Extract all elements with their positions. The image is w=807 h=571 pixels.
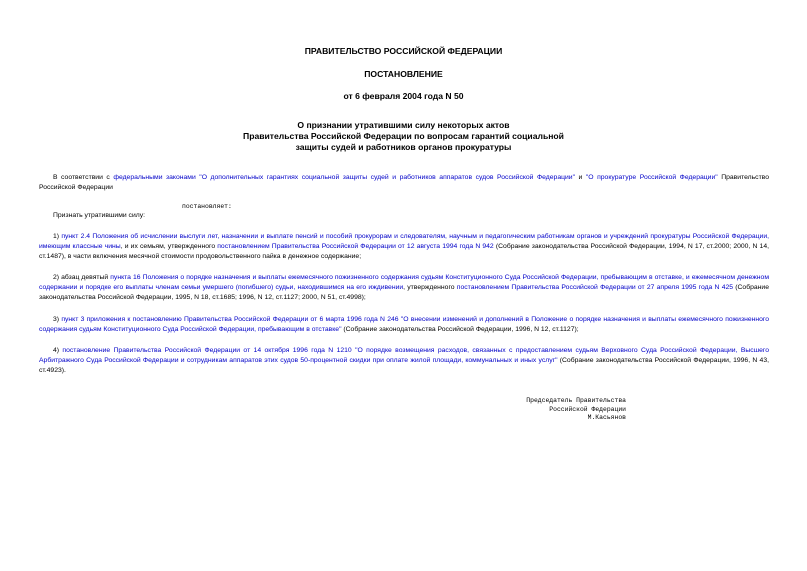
signature-block (490, 397, 626, 423)
item-3-paragraph (39, 315, 769, 335)
item-3-text-2: (Собрание законодательства Российской Федерации, 1996, N 12, ст.1127); (341, 326, 579, 333)
item-2-text-2: , утвержденного (403, 284, 457, 291)
item-2-link-2[interactable]: постановлением Правительства Российской Федерации от 27 апреля 1995 года N 425 (456, 284, 734, 291)
item-4-link[interactable]: постановление Правительства Российской Федерации от 14 октября 1996 года N 1210 "О порядке возмещения расходов, связанных с предоставлением судьям Верховного Суда Российской Федерации, Высшего Арбитражного Суда Российской Федерации и сотрудникам аппаратов этих судов 50-процентной скидки при оплате жилой площади, коммунальных и иных услуг" (39, 347, 769, 364)
item-1-paragraph (39, 232, 769, 262)
item-2-text-3: (Собрание законодательства Российской Федерации, 1995, N 18, ст.1685; 1996, N 12, ст.1127; 2000, N 51, ст.4998); (39, 284, 769, 301)
title-line-1: О признании утратившими силу некоторых актов (297, 120, 510, 130)
item-2-link-1[interactable]: пункта 16 Положения о порядке назначения и выплаты ежемесячного пожизненного содержания судьям Конституционного Суда Российской Федерации, пребывающим в отставке, и ежемесячном денежном содержании и порядке его выплаты членам семьи умершего (погибшего) судьи, находившимся на его иждивении (39, 274, 769, 291)
title-line-3: защиты судей и работников органов прокуратуры (295, 142, 512, 152)
item-4-text-2: (Собрание законодательства Российской Федерации, 1996, N 43, ст.4923). (39, 357, 769, 374)
item-1-text-1: 1) (53, 233, 62, 240)
title-line-2: Правительства Российской Федерации по вопросам гарантий социальной (243, 131, 564, 141)
federal-laws-link[interactable]: федеральными законами "О дополнительных гарантиях социальной защиты судей и работников аппаратов судов Российской Федерации" (113, 174, 575, 181)
item-2-paragraph (39, 273, 769, 303)
item-1-text-3: (Собрание законодательства Российской Федерации, 1994, N 17, ст.2000; 2000, N 14, ст.1487), в части включения месячной стоимости продовольственного пайка в денежное содержание; (39, 243, 769, 260)
signature-line-2: Российской Федерации (549, 405, 626, 413)
prosecutor-law-link[interactable]: "О прокуратуре Российской Федерации" (585, 174, 718, 181)
signature-line-1: Председатель Правительства (526, 397, 626, 404)
document-type: ПОСТАНОВЛЕНИЕ (364, 69, 443, 79)
preamble-text-3: Правительство Российской Федерации (39, 174, 769, 191)
preamble-paragraph (39, 173, 769, 193)
item-1-link-2[interactable]: постановлением Правительства Российской Федерации от 12 августа 1994 года N 942 (217, 243, 494, 250)
item-2-text-1: 2) абзац девятый (53, 274, 111, 281)
preamble-text-1: В соответствии с (53, 174, 114, 181)
signature-line-3: М.Касьянов (587, 414, 626, 421)
item-3-link[interactable]: пункт 3 приложения к постановлению Правительства Российской Федерации от 6 марта 1996 года N 246 "О внесении изменений и дополнений в Положение о порядке назначения и выплаты ежемесячного пожизненного содержания судьям Конституционного Суда Российской Федерации, пребывающим в отставке" (39, 316, 769, 333)
decrees-word: постановляет: (182, 203, 232, 210)
preamble-text-2: и (575, 174, 586, 181)
document-date-number: от 6 февраля 2004 года N 50 (343, 91, 464, 101)
item-1-link-1[interactable]: пункт 2.4 Положения об исчислении выслуги лет, назначении и выплате пенсий и пособий прокурорам и следователям, научным и педагогическим работникам органов и учреждений прокуратуры Российской Федерации, имеющим классные чины (39, 233, 770, 250)
government-heading: ПРАВИТЕЛЬСТВО РОССИЙСКОЙ ФЕДЕРАЦИИ (304, 46, 503, 56)
item-3-text-1: 3) (53, 316, 62, 323)
item-4-text-1: 4) (53, 347, 63, 354)
resolve-line: Признать утратившими силу: (53, 212, 146, 219)
item-1-text-2: , и их семьям, утвержденного (120, 243, 218, 250)
item-4-paragraph (39, 346, 769, 376)
